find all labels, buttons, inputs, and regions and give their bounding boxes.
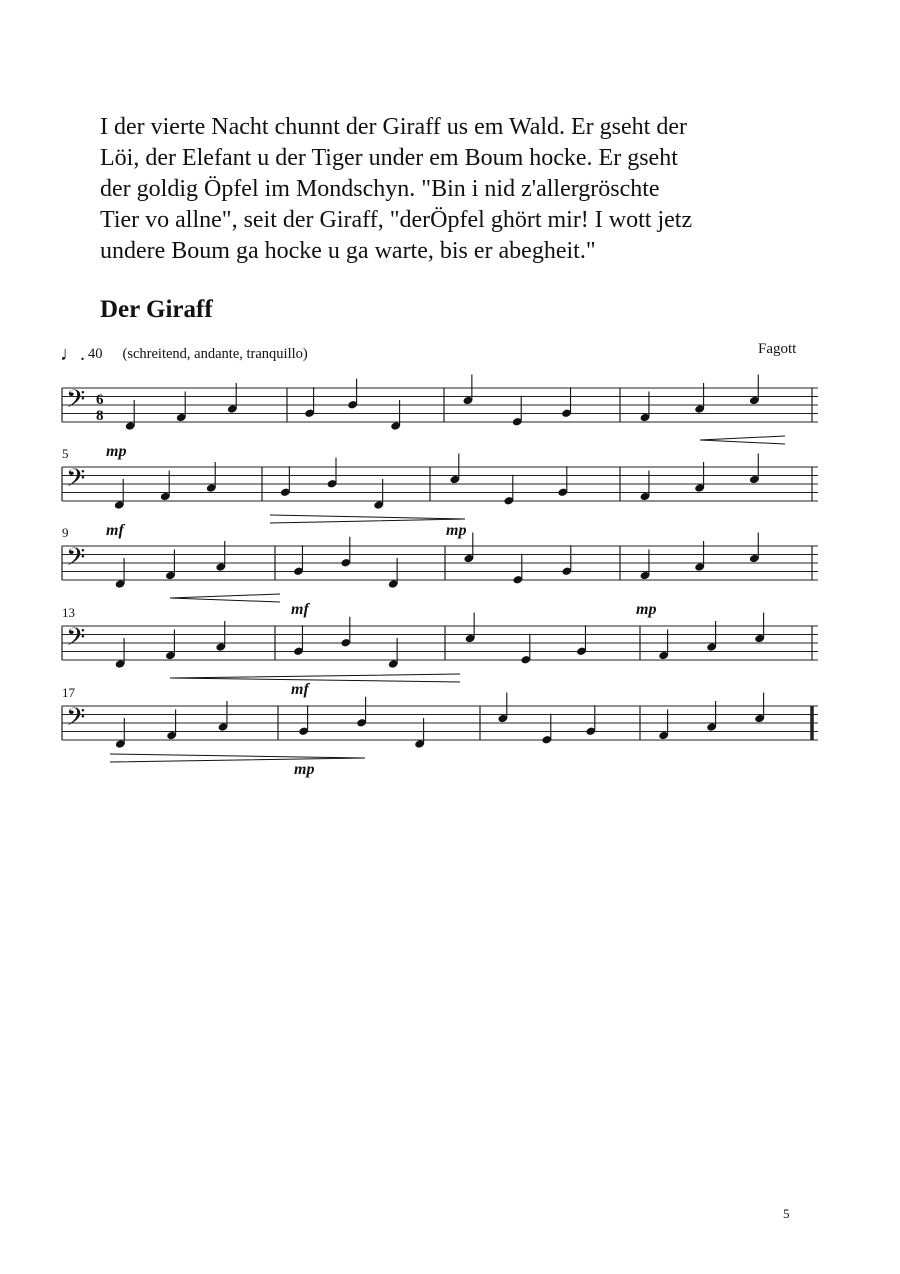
story-line: I der vierte Nacht chunnt der Giraff us em Wald. Er gseht der	[100, 114, 687, 140]
dynamic-marking: mp	[636, 601, 657, 618]
story-line: Tier vo allne", seit der Giraff, "derÖpfel ghört mir! I wott jetz	[100, 207, 693, 233]
bass-clef-icon: 𝄢	[66, 624, 86, 657]
tempo-value: 40	[88, 346, 103, 362]
dynamic-marking: mf	[106, 522, 124, 539]
dynamic-marking: mf	[291, 601, 309, 618]
bass-clef-icon: 𝄢	[66, 704, 86, 737]
staff-system	[62, 525, 818, 589]
measure-number: 17	[62, 685, 75, 700]
story-line: Löi, der Elefant u der Tiger under em Boum hocke. Er gseht	[100, 145, 678, 171]
staff-system	[62, 685, 818, 749]
story-line: undere Boum ga hocke u ga warte, bis er abegheit."	[100, 238, 596, 264]
dynamic-marking: mp	[106, 443, 127, 460]
decrescendo-hairpin	[110, 754, 365, 762]
dynamic-marking: mf	[291, 681, 309, 698]
staff-system	[62, 446, 818, 510]
decrescendo-hairpin	[270, 515, 465, 523]
tempo-description: (schreitend, andante, tranquillo)	[122, 346, 308, 362]
staff-system	[62, 605, 818, 669]
page-number: 5	[783, 1206, 790, 1221]
measure-number: 5	[62, 446, 69, 461]
staff-system	[62, 375, 818, 431]
crescendo-hairpin	[170, 674, 460, 682]
bass-clef-icon: 𝄢	[66, 465, 86, 498]
measure-number: 9	[62, 525, 69, 540]
bass-clef-icon: 𝄢	[66, 386, 86, 419]
story-line: der goldig Öpfel im Mondschyn. "Bin i nid z'allergröschte	[100, 176, 660, 202]
crescendo-hairpin	[170, 594, 280, 602]
crescendo-hairpin	[700, 436, 785, 444]
dotted-quarter-note-icon: ♩.	[60, 343, 85, 365]
instrument-label: Fagott	[758, 341, 797, 357]
measure-number: 13	[62, 605, 75, 620]
time-signature-top: 6	[96, 392, 104, 408]
time-signature-bottom: 8	[96, 408, 104, 424]
dynamic-marking: mp	[294, 761, 315, 778]
dynamic-marking: mp	[446, 522, 467, 539]
piece-title: Der Giraff	[100, 296, 213, 323]
bass-clef-icon: 𝄢	[66, 544, 86, 577]
